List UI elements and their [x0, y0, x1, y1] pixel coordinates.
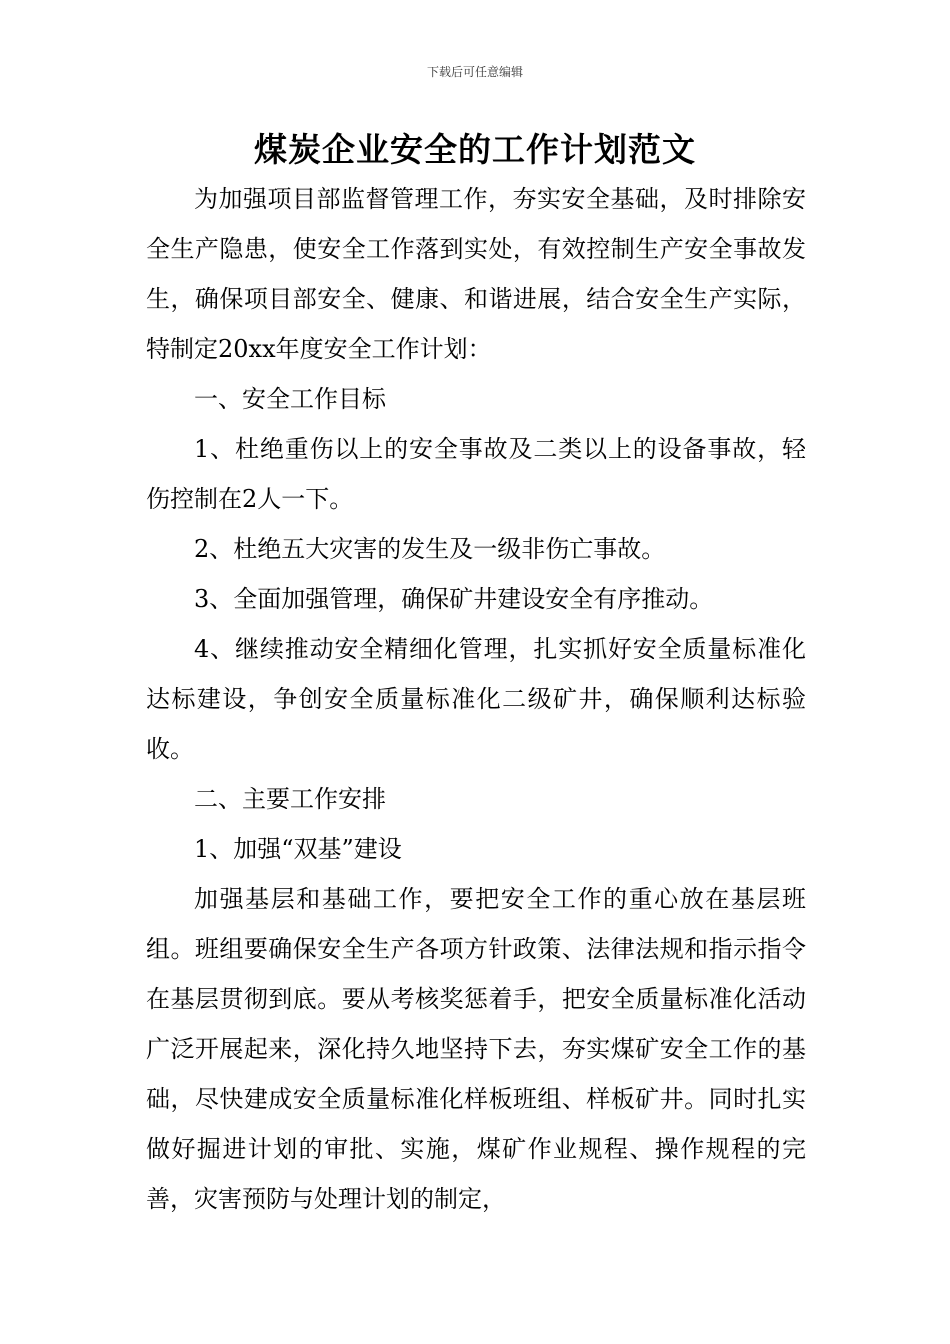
section-heading-arrangements: 二、主要工作安排	[194, 785, 386, 813]
intro-paragraph: 为加强项目部监督管理工作，夯实安全基础，及时排除安全生产隐患，使安全工作落到实处，有效控制生产安全事故发生，确保项目部安全、健康、和谐进展，结合安全生产实际，特制定20xx年度安全工作计划：	[146, 185, 806, 363]
header-note: 下载后可任意编辑	[426, 65, 523, 79]
goal-item-3: 3、全面加强管理，确保矿井建设安全有序推动。	[194, 585, 714, 613]
goal-item-1: 1、杜绝重伤以上的安全事故及二类以上的设备事故，轻伤控制在2人一下。	[146, 435, 806, 513]
document-title: 煤炭企业安全的工作计划范文	[254, 130, 696, 169]
goal-item-4: 4、继续推动安全精细化管理，扎实抓好安全质量标准化达标建设，争创安全质量标准化二级矿井，确保顺利达标验收。	[146, 635, 806, 763]
section-heading-goals: 一、安全工作目标	[194, 385, 386, 413]
body-paragraph: 加强基层和基础工作，要把安全工作的重心放在基层班组。班组要确保安全生产各项方针政策、法律法规和指示指令在基层贯彻到底。要从考核奖惩着手，把安全质量标准化活动广泛开展起来，深化持久地坚持下去，夯实煤矿安全工作的基础，尽快建成安全质量标准化样板班组、样板矿井。同时扎实做好掘进计划的审批、实施，煤矿作业规程、操作规程的完善，灾害预防与处理计划的制定，	[146, 885, 806, 1213]
document-body	[146, 174, 806, 1224]
goal-item-2: 2、杜绝五大灾害的发生及一级非伤亡事故。	[194, 535, 666, 563]
subsection-heading-1: 1、加强“双基”建设	[194, 835, 402, 863]
